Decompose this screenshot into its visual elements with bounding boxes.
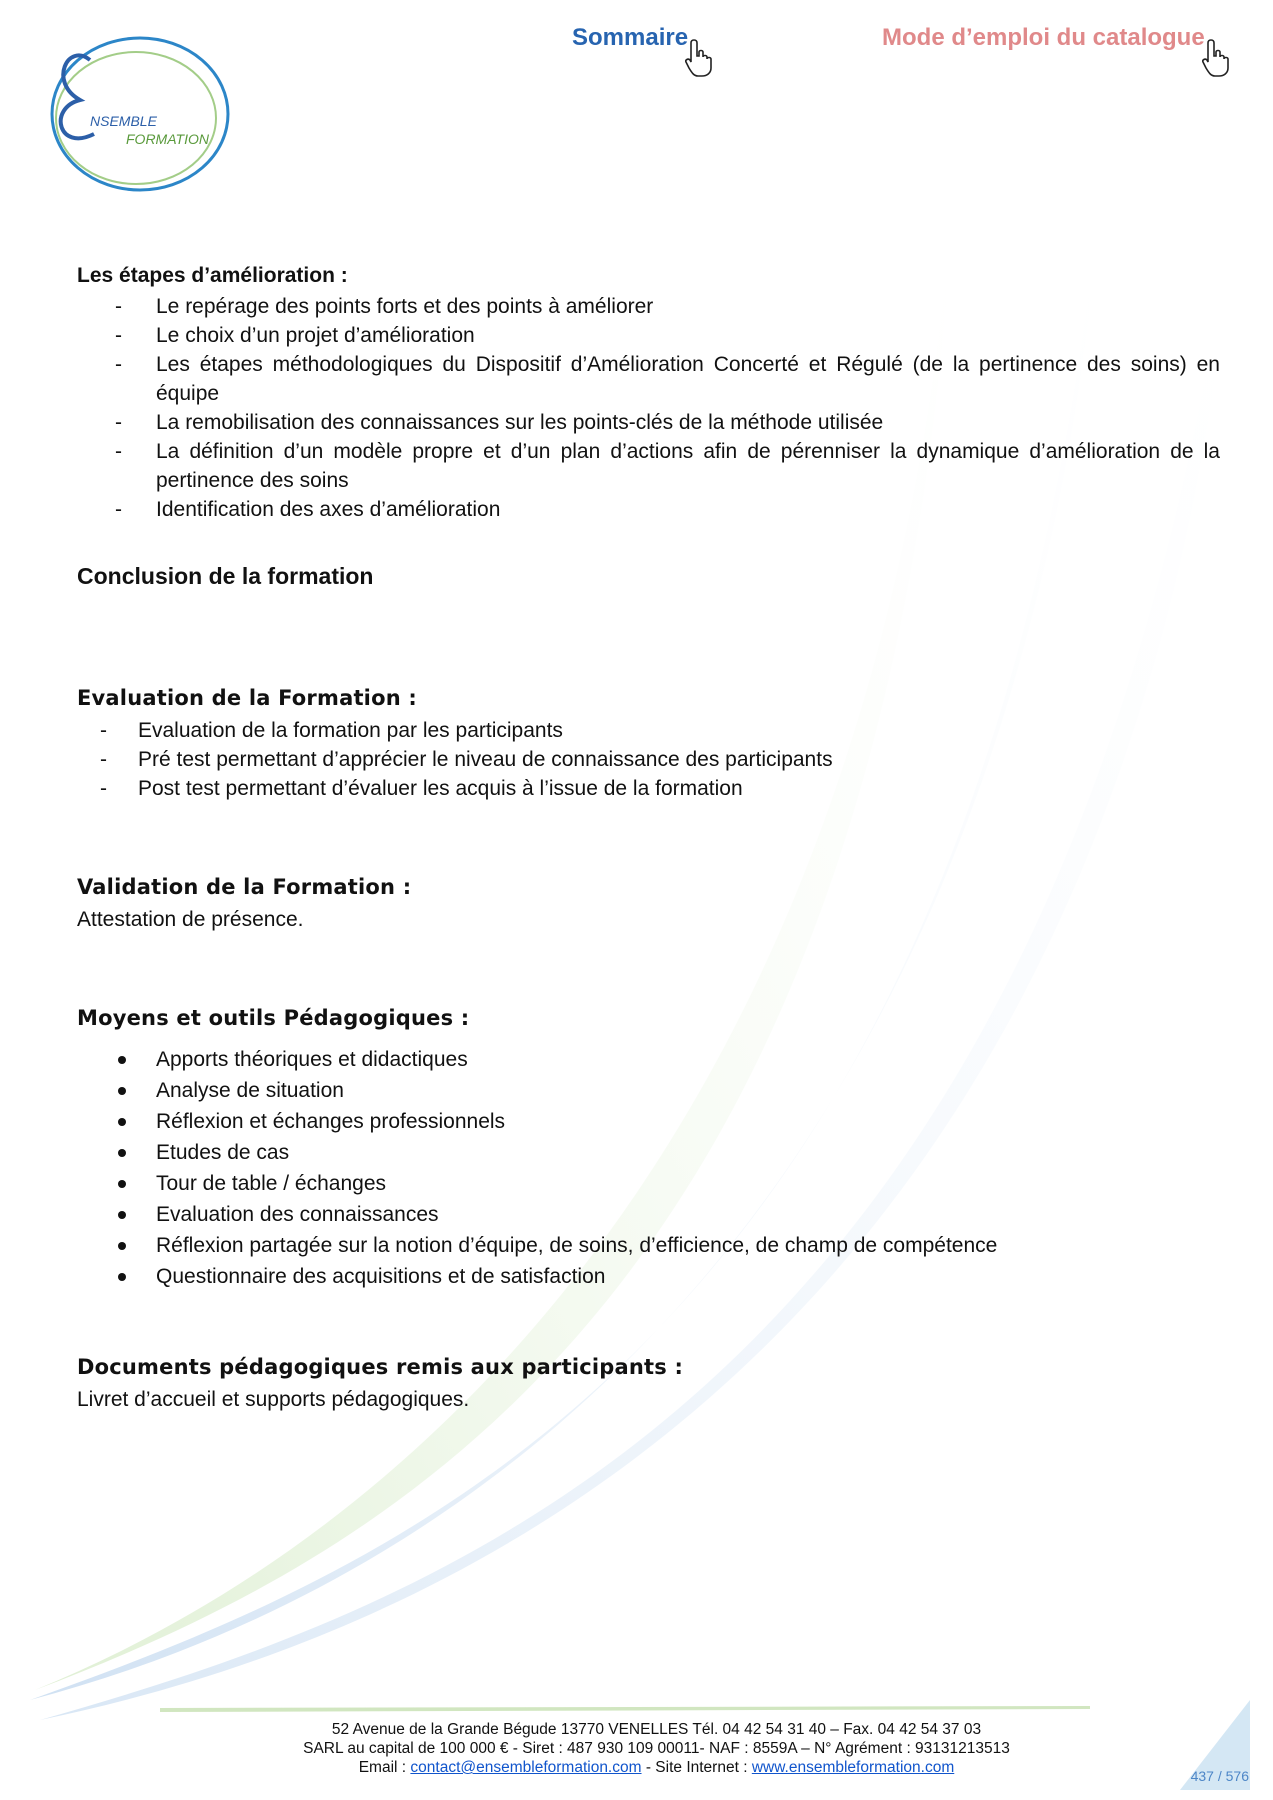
list-item: - La définition d’un modèle propre et d’un plan d’actions afin de pérenniser la dynamique d’amélioration de la pertinence des soins	[115, 440, 1220, 492]
list-item: - Le choix d’un projet d’amélioration	[115, 324, 475, 347]
tools-section	[77, 1006, 1220, 1292]
tools-list	[77, 1044, 1220, 1292]
evaluation-list	[77, 716, 1220, 803]
list-item: Apports théoriques et didactiques	[77, 1044, 1220, 1075]
sommaire-link[interactable]	[572, 24, 713, 78]
steps-list	[77, 292, 1220, 524]
evaluation-section	[77, 686, 1220, 803]
evaluation-title: Evaluation de la Formation :	[77, 686, 417, 710]
footer-address: 52 Avenue de la Grande Bégude 13770 VENELLES Tél. 04 42 54 31 40 – Fax. 04 42 54 37 03	[331, 1721, 982, 1738]
page-number: 437 / 576	[1190, 1768, 1249, 1784]
list-item: Evaluation des connaissances	[77, 1199, 1220, 1230]
svg-text:FORMATION: FORMATION	[126, 131, 209, 147]
pointer-hand-icon	[685, 38, 713, 78]
svg-text:NSEMBLE: NSEMBLE	[90, 113, 157, 129]
mode-emploi-label[interactable]: Mode d’emploi du catalogue	[882, 24, 1205, 51]
footer-contact: Email : contact@ensembleformation.com - Site Internet : www.ensembleformation.com	[358, 1759, 955, 1776]
footer	[160, 1720, 1153, 1777]
list-item: - La remobilisation des connaissances sur les points-clés de la méthode utilisée	[115, 411, 884, 434]
list-item: - Les étapes méthodologiques du Dispositif d’Amélioration Concerté et Régulé (de la pertinence des soins) en équipe	[115, 353, 1220, 405]
footer-company-info: SARL au capital de 100 000 € - Siret : 487 930 109 00011- NAF : 8559A – N° Agrément : 93131213513	[303, 1740, 1010, 1757]
documents-text: Livret d’accueil et supports pédagogiques.	[77, 1388, 470, 1411]
list-item: - Identification des axes d’amélioration	[115, 498, 501, 521]
documents-section	[77, 1355, 1220, 1414]
validation-text: Attestation de présence.	[77, 908, 304, 931]
website-link[interactable]: www.ensembleformation.com	[751, 1759, 955, 1776]
steps-title: Les étapes d’amélioration :	[77, 264, 348, 287]
steps-section	[77, 264, 1220, 524]
mode-emploi-link[interactable]	[882, 24, 1230, 78]
list-item: Réflexion et échanges professionnels	[77, 1106, 1220, 1137]
email-link[interactable]: contact@ensembleformation.com	[410, 1759, 642, 1776]
list-item: - Evaluation de la formation par les participants	[100, 719, 563, 742]
list-item: Etudes de cas	[77, 1137, 1220, 1168]
pointer-hand-icon	[1202, 38, 1230, 78]
list-item: - Post test permettant d’évaluer les acquis à l’issue de la formation	[100, 777, 743, 800]
validation-section	[77, 875, 1220, 934]
documents-title: Documents pédagogiques remis aux participants :	[77, 1355, 684, 1379]
validation-title: Validation de la Formation :	[77, 875, 412, 899]
list-item: Tour de table / échanges	[77, 1168, 1220, 1199]
conclusion-title: Conclusion de la formation	[77, 563, 374, 589]
list-item: - Pré test permettant d’apprécier le niveau de connaissance des participants	[100, 748, 833, 771]
list-item: Questionnaire des acquisitions et de satisfaction	[77, 1261, 1220, 1292]
sommaire-label[interactable]: Sommaire	[572, 24, 689, 51]
list-item: Réflexion partagée sur la notion d’équipe, de soins, d’efficience, de champ de compétence	[77, 1230, 1220, 1261]
list-item: Analyse de situation	[77, 1075, 1220, 1106]
ensemble-formation-logo	[28, 22, 238, 192]
list-item: - Le repérage des points forts et des points à améliorer	[115, 295, 654, 318]
tools-title: Moyens et outils Pédagogiques :	[77, 1006, 470, 1030]
